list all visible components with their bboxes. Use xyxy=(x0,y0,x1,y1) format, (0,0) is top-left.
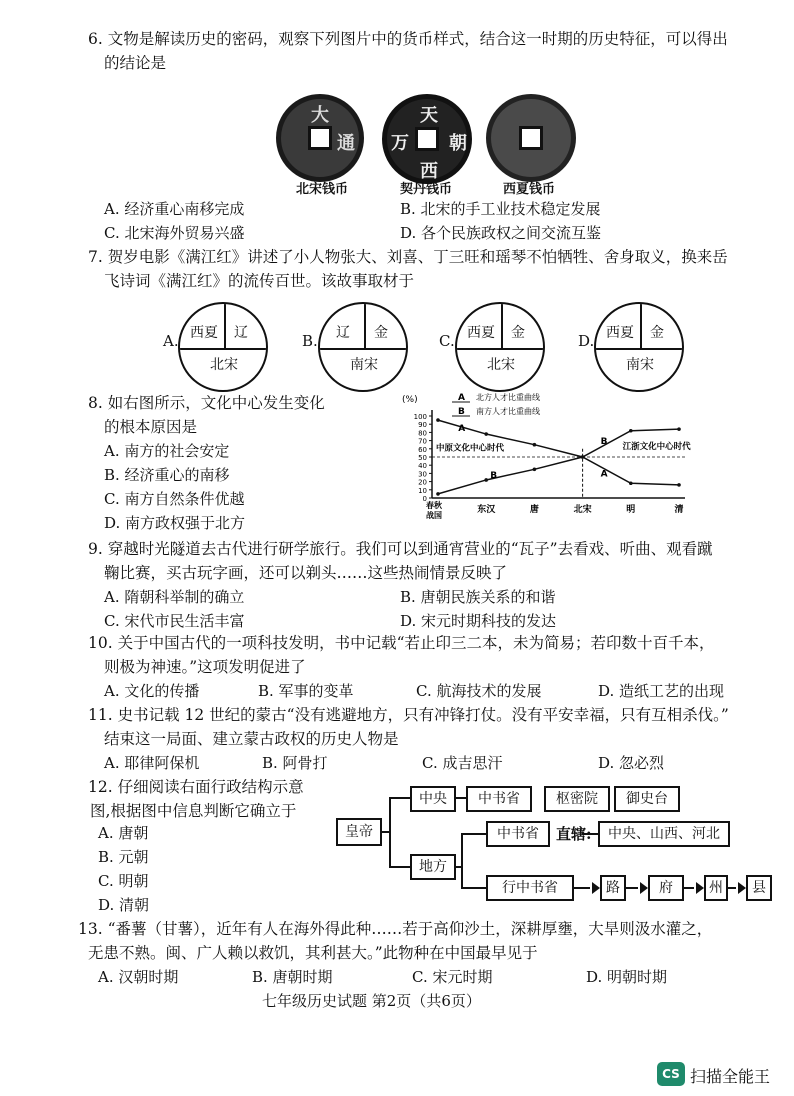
q11-stem-line1: 11. 史书记载 12 世纪的蒙古“没有逃避地方，只有冲锋打仗。没有平安幸福，只有互相杀伐。” xyxy=(88,706,729,724)
y-tick-label: 50 xyxy=(418,454,427,462)
yushitai-box: 御史台 xyxy=(614,786,680,812)
q7-letter: D. xyxy=(578,332,595,350)
y-tick-label: 90 xyxy=(418,421,427,430)
pie-label: 西夏 xyxy=(606,325,634,341)
q11-option-c[interactable]: C. 成吉思汗 xyxy=(422,754,503,772)
q11-stem-line2: 结束这一局面、建立蒙古政权的历史人物是 xyxy=(104,730,399,748)
q13-option-d[interactable]: D. 明朝时期 xyxy=(586,968,668,986)
q6-option-d[interactable]: D. 各个民族政权之间交流互鉴 xyxy=(400,224,602,242)
q11-option-d[interactable]: D. 忽必烈 xyxy=(598,754,665,772)
curve-label: A xyxy=(458,423,466,434)
y-tick-label: 40 xyxy=(418,462,427,471)
zhou-box: 州 xyxy=(704,875,728,901)
q13-option-a[interactable]: A. 汉朝时期 xyxy=(98,968,179,986)
q13-option-c[interactable]: C. 宋元时期 xyxy=(412,968,493,986)
q6-stem-line2: 的结论是 xyxy=(104,54,167,72)
legend-entry: 南方人才比重曲线 xyxy=(476,407,540,416)
pie-label: 南宋 xyxy=(626,357,654,373)
q12-option-c[interactable]: C. 明朝 xyxy=(98,872,149,890)
q8-stem-line1: 8. 如右图所示，文化中心发生变化 xyxy=(88,394,325,412)
curve-label: B xyxy=(600,436,608,447)
annotation-jiangzhe: 江浙文化中心时代 xyxy=(622,441,691,452)
coin-char: 朝 xyxy=(449,133,467,154)
q10-stem-line1: 10. 关于中国古代的一项科技发明，书中记载“若止印三二本，未为简易；若印数十百千本， xyxy=(88,634,715,652)
q13-stem-line1: 13. “番薯（甘薯），近年有人在海外得此种……若于高仰沙土，深耕厚壅，大旱则汲水灌之， xyxy=(78,920,713,938)
y-tick-label: 70 xyxy=(418,437,427,446)
q8-stem-line2: 的根本原因是 xyxy=(104,418,198,436)
q8-option-d[interactable]: D. 南方政权强于北方 xyxy=(104,514,246,532)
q7-letter: C. xyxy=(439,332,455,350)
fu-box: 府 xyxy=(648,875,684,901)
y-tick-label: 0 xyxy=(422,495,427,503)
q6-option-a[interactable]: A. 经济重心南移完成 xyxy=(104,200,245,218)
xian-box: 县 xyxy=(746,875,772,901)
coin-label-song: 北宋钱币 xyxy=(296,182,349,197)
zhixia-box: 中央、山西、河北 xyxy=(598,821,730,847)
q13-stem-line2: 无患不熟。闽、广人赖以救饥，其利甚大。”此物种在中国最早见于 xyxy=(88,944,538,962)
q7-stem-line1: 7. 贺岁电影《满江红》讲述了小人物张大、刘喜、丁三旺和瑶琴不怕牺牲、舍身取义，换来岳 xyxy=(88,248,728,266)
legend-marker: A xyxy=(458,393,465,403)
q7-letter: A. xyxy=(163,332,179,350)
y-axis-label: (%) xyxy=(402,395,418,405)
q9-stem-line2: 鞠比赛，买古玩字画，还可以剃头……这些热闹情景反映了 xyxy=(104,564,508,582)
coin-char: 万 xyxy=(391,133,409,154)
q6-option-b[interactable]: B. 北宋的手工业技术稳定发展 xyxy=(400,200,601,218)
y-tick-label: 80 xyxy=(418,429,427,438)
coin-char: 大 xyxy=(311,105,329,126)
coin-char: 天 xyxy=(420,105,438,126)
q10-option-c[interactable]: C. 航海技术的发展 xyxy=(416,682,542,700)
q6-stem-line1: 6. 文物是解读历史的密码，观察下列图片中的货币样式，结合这一时期的历史特征，可以得出 xyxy=(88,30,728,48)
coin-label-xixia: 西夏钱币 xyxy=(503,182,556,197)
q12-option-a[interactable]: A. 唐朝 xyxy=(98,824,149,842)
zhixia-label: 直辖: xyxy=(556,825,592,843)
y-tick-label: 30 xyxy=(418,470,427,479)
local-zhongshusheng-box: 中书省 xyxy=(486,821,550,847)
q7-stem-line2: 飞诗词《满江红》的流传百世。该故事取材于 xyxy=(104,272,415,290)
coin-label-khitan: 契丹钱币 xyxy=(400,182,453,197)
pie-label: 西夏 xyxy=(467,325,495,341)
curve-label: A xyxy=(600,469,608,480)
emperor-box: 皇帝 xyxy=(336,818,382,846)
x-tick-label: 春秋 xyxy=(426,501,442,510)
lu-box: 路 xyxy=(600,875,626,901)
pie-label: 辽 xyxy=(336,325,350,341)
q6-option-c[interactable]: C. 北宋海外贸易兴盛 xyxy=(104,224,245,242)
q10-option-a[interactable]: A. 文化的传播 xyxy=(104,682,200,700)
q8-option-c[interactable]: C. 南方自然条件优越 xyxy=(104,490,245,508)
y-tick-label: 20 xyxy=(418,478,427,487)
q12-stem-line1: 12. 仔细阅读右面行政结构示意 xyxy=(88,778,304,796)
pie-label: 金 xyxy=(374,325,388,341)
pie-label: 辽 xyxy=(234,325,248,341)
page-footer: 七年级历史试题 第2页（共6页） xyxy=(262,992,481,1010)
x-tick-label: 明 xyxy=(626,505,636,515)
q9-option-b[interactable]: B. 唐朝民族关系的和谐 xyxy=(400,588,556,606)
q9-option-a[interactable]: A. 隋朝科举制的确立 xyxy=(104,588,245,606)
q11-option-a[interactable]: A. 耶律阿保机 xyxy=(104,754,200,772)
q8-option-b[interactable]: B. 经济重心的南移 xyxy=(104,466,230,484)
pie-label: 北宋 xyxy=(487,357,515,373)
x-tick-label: 唐 xyxy=(529,505,539,515)
y-tick-label: 60 xyxy=(418,445,427,454)
watermark-text: 扫描全能王 xyxy=(690,1067,771,1086)
x-tick-label: 战国 xyxy=(426,511,442,520)
y-tick-label: 100 xyxy=(413,413,427,421)
annotation-central-plains: 中原文化中心时代 xyxy=(436,443,505,454)
q12-option-d[interactable]: D. 清朝 xyxy=(98,896,150,914)
pie-label: 金 xyxy=(511,325,525,341)
q11-option-b[interactable]: B. 阿骨打 xyxy=(262,754,328,772)
q9-option-d[interactable]: D. 宋元时期科技的发达 xyxy=(400,612,557,630)
local-box: 地方 xyxy=(410,854,456,880)
pie-label: 南宋 xyxy=(350,357,378,373)
curve-label: B xyxy=(490,470,498,481)
q13-option-b[interactable]: B. 唐朝时期 xyxy=(252,968,333,986)
x-tick-label: 清 xyxy=(674,505,684,515)
xingzhongshusheng-box: 行中书省 xyxy=(486,875,574,901)
camscanner-logo-icon: CS xyxy=(657,1062,685,1086)
q10-option-d[interactable]: D. 造纸工艺的出现 xyxy=(598,682,725,700)
q9-option-c[interactable]: C. 宋代市民生活丰富 xyxy=(104,612,245,630)
zhongshusheng-box: 中书省 xyxy=(466,786,532,812)
pie-label: 金 xyxy=(650,325,664,341)
shumiyuan-box: 枢密院 xyxy=(544,786,610,812)
coin-char: 通 xyxy=(337,133,355,154)
q9-stem-line1: 9. 穿越时光隧道去古代进行研学旅行。我们可以到通宵营业的“瓦子”去看戏、听曲、观看蹴 xyxy=(88,540,713,558)
q10-option-b[interactable]: B. 军事的变革 xyxy=(258,682,354,700)
q7-letter: B. xyxy=(302,332,318,350)
legend-entry: 北方人才比重曲线 xyxy=(476,393,540,402)
q12-option-b[interactable]: B. 元朝 xyxy=(98,848,149,866)
q12-stem-line2: 图,根据图中信息判断它确立于 xyxy=(90,802,297,820)
q10-stem-line2: 则极为神速。”这项发明促进了 xyxy=(104,658,306,676)
legend-marker: B xyxy=(458,407,465,417)
q8-option-a[interactable]: A. 南方的社会安定 xyxy=(104,442,230,460)
central-box: 中央 xyxy=(410,786,456,812)
coin-char: 西 xyxy=(420,161,438,182)
y-tick-label: 10 xyxy=(418,486,427,495)
pie-label: 北宋 xyxy=(210,357,238,373)
x-tick-label: 东汉 xyxy=(477,505,496,515)
pie-label: 西夏 xyxy=(190,325,218,341)
x-tick-label: 北宋 xyxy=(573,505,592,515)
